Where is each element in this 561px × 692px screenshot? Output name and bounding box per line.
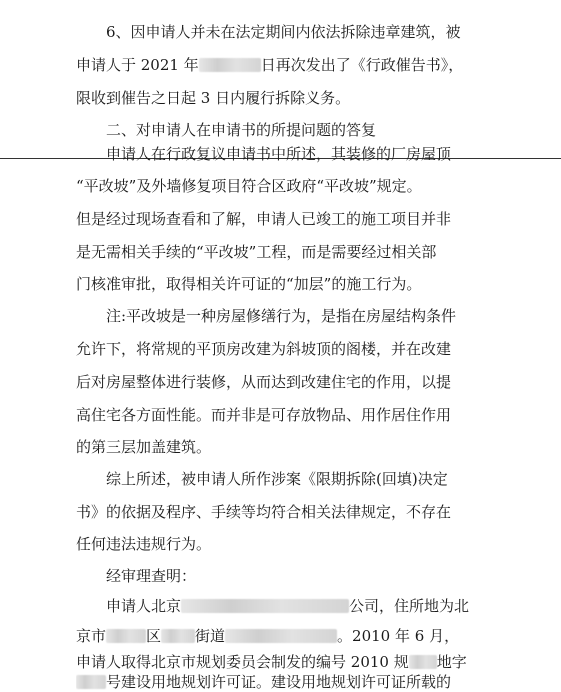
findings-text: 申请人北京 (106, 597, 182, 615)
section-heading: 二、对申请人在申请书的所提问题的答复 (106, 121, 377, 139)
review-heading: 经审理查明： (106, 567, 197, 585)
summary-line-1: 综上所述，被申请人所作涉案《限期拆除(回填)决定 (106, 470, 448, 488)
paragraph-6-line-2 (76, 55, 506, 75)
note-line-2: 允许下，将常规的平顶房改建为斜坡顶的阁楼，并在改建 (76, 340, 452, 358)
paragraph-6-text: 申请人于 2021 年 (76, 56, 199, 74)
redacted-permit-number (409, 655, 437, 669)
redacted-date (199, 58, 261, 72)
findings-line-3 (76, 652, 506, 672)
summary-line-2: 书》的依据及程序、手续等均符合相关法律规定，不存在 (76, 503, 452, 521)
findings-text: 。2010 年 6 月， (337, 627, 460, 645)
findings-text: 京市 (76, 627, 107, 645)
findings-text: 申请人取得北京市规划委员会制发的编号 2010 规 (76, 653, 409, 671)
note-line-4: 高住宅各方面性能。而并非是可存放物品、用作居住作用 (76, 406, 452, 424)
redacted-permit-number (76, 675, 106, 689)
note-line-1: 注:平改坡是一种房屋修缮行为，是指在房屋结构条件 (106, 307, 457, 325)
paragraph-6-line-1: 6、因申请人并未在法定期间内依法拆除违章建筑，被 (106, 23, 461, 41)
findings-text: 街道 (195, 627, 226, 645)
answer-line-1: 申请人在行政复议申请书中所述，其装修的厂房屋顶 (106, 145, 452, 163)
findings-line-2 (76, 626, 506, 646)
redacted-street (161, 629, 195, 643)
findings-line-1 (106, 596, 536, 616)
redacted-district (106, 629, 146, 643)
findings-line-4 (76, 672, 506, 692)
findings-text: 号建设用地规划许可证。建设用地规划许可证所载的 (106, 673, 452, 691)
redacted-address (225, 629, 337, 643)
note-line-5: 的第三层加盖建筑。 (76, 438, 212, 456)
redacted-company-name (181, 599, 349, 613)
paragraph-6-text: 日再次发出了《行政催告书》， (260, 56, 464, 74)
note-line-3: 后对房屋整体进行装修，从而达到改建住宅的作用，以提 (76, 373, 452, 391)
summary-line-3: 任何违法违规行为。 (76, 535, 212, 553)
answer-line-4: 是无需相关手续的“平改坡”工程，而是需要经过相关部 (76, 243, 437, 261)
paragraph-6-line-3: 限收到催告之日起 3 日内履行拆除义务。 (76, 89, 351, 107)
answer-line-3: 但是经过现场查看和了解，申请人已竣工的施工项目并非 (76, 210, 452, 228)
findings-text: 地字 (436, 653, 467, 671)
findings-text: 区 (146, 627, 162, 645)
answer-line-2: “平改坡”及外墙修复项目符合区政府“平改坡”规定。 (76, 177, 422, 195)
findings-text: 公司，住所地为北 (349, 597, 470, 615)
answer-line-5: 门核准审批，取得相关许可证的“加层”的施工行为。 (76, 275, 422, 293)
